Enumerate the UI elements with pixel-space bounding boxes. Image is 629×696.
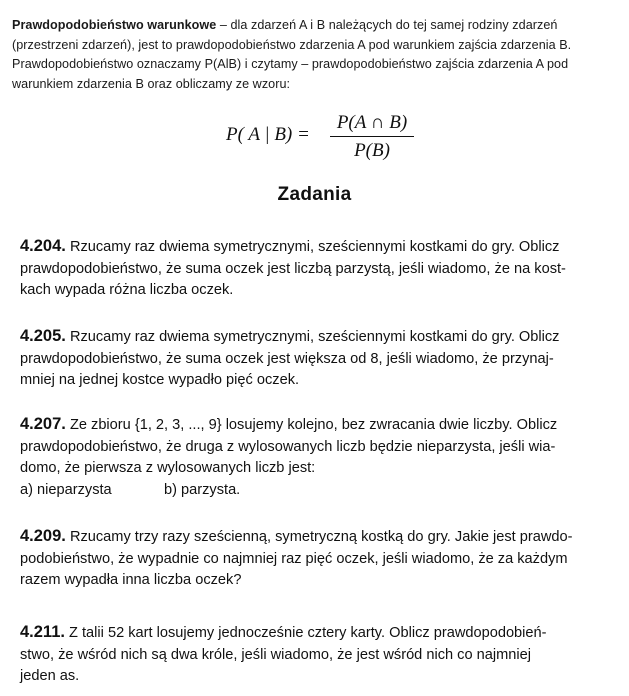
- fraction-bar: [330, 136, 414, 137]
- formula-fraction: [330, 112, 414, 162]
- task-line: prawdopodobieństwo, że suma oczek jest liczbą parzystą, jeśli wiadomo, że na kost-: [20, 260, 566, 277]
- task-options: [20, 480, 610, 502]
- task-line: jeden as.: [20, 668, 80, 684]
- task-line: [20, 622, 610, 645]
- option-a: a) nieparzysta: [20, 481, 112, 498]
- task-line: [20, 326, 610, 349]
- intro-line-4: warunkiem zdarzenia B oraz obliczamy ze wzoru:: [12, 76, 291, 91]
- option-b: b) parzysta.: [164, 481, 241, 498]
- task-line: [20, 414, 610, 437]
- task-number: 4.204.: [20, 237, 66, 255]
- task-text: Z talii 52 kart losujemy jednocześnie cztery karty. Oblicz prawdopodobień-: [69, 625, 547, 641]
- intro-line-1: [12, 16, 617, 36]
- task-number: 4.207.: [20, 415, 66, 433]
- intro-line-1-rest: – dla zdarzeń A i B należących do tej samej rodziny zdarzeń: [216, 18, 558, 32]
- task-4-205: [20, 326, 610, 392]
- task-line: podobieństwo, że wypadnie co najmniej raz pięć oczek, jeśli wiadomo, że za każdym: [20, 550, 568, 567]
- conditional-probability-formula: [226, 112, 416, 162]
- task-line: kach wypada różna liczba oczek.: [20, 282, 234, 298]
- intro-line-2: (przestrzeni zdarzeń), jest to prawdopodobieństwo zdarzenia A pod warunkiem zajścia zdarzenia B.: [12, 37, 572, 52]
- task-number: 4.209.: [20, 527, 66, 545]
- task-text: Rzucamy raz dwiema symetrycznymi, sześciennymi kostkami do gry. Oblicz: [69, 329, 560, 345]
- definition-term: Prawdopodobieństwo warunkowe: [12, 18, 217, 32]
- task-line: razem wypadła inna liczba oczek?: [20, 572, 242, 588]
- task-line: [20, 236, 610, 259]
- task-4-211: [20, 622, 610, 688]
- definition-paragraph: [12, 16, 617, 94]
- task-line: stwo, że wśród nich są dwa króle, jeśli wiadomo, że jest wśród nich co najmniej: [20, 646, 531, 663]
- task-number: 4.211.: [20, 623, 65, 641]
- formula-denominator: P(B): [354, 140, 390, 161]
- formula-numerator: P(A ∩ B): [336, 112, 408, 133]
- task-text: Rzucamy trzy razy sześcienną, symetryczną kostką do gry. Jakie jest prawdo-: [69, 529, 573, 545]
- task-line: prawdopodobieństwo, że druga z wylosowanych liczb będzie nieparzysta, jeśli wia-: [20, 438, 556, 455]
- task-line: prawdopodobieństwo, że suma oczek jest większa od 8, jeśli wiadomo, że przynaj-: [20, 350, 554, 367]
- task-4-209: [20, 526, 610, 592]
- formula-lhs: P( A | B) =: [226, 124, 310, 145]
- task-text: Ze zbioru {1, 2, 3, ..., 9} losujemy kolejno, bez zwracania dwie liczby. Oblicz: [69, 417, 558, 433]
- task-text: Rzucamy raz dwiema symetrycznymi, sześciennymi kostkami do gry. Oblicz: [69, 239, 560, 255]
- task-4-204: [20, 236, 610, 302]
- section-heading: Zadania: [277, 184, 352, 205]
- task-line: domo, że pierwsza z wylosowanych liczb jest:: [20, 460, 316, 476]
- intro-line-3: Prawdopodobieństwo oznaczamy P(AlB) i czytamy – prawdopodobieństwo zajścia zdarzenia A pod: [12, 57, 569, 72]
- task-line: [20, 526, 610, 549]
- task-line: mniej na jednej kostce wypadło pięć oczek.: [20, 372, 300, 388]
- task-number: 4.205.: [20, 327, 66, 345]
- task-4-207: [20, 414, 610, 501]
